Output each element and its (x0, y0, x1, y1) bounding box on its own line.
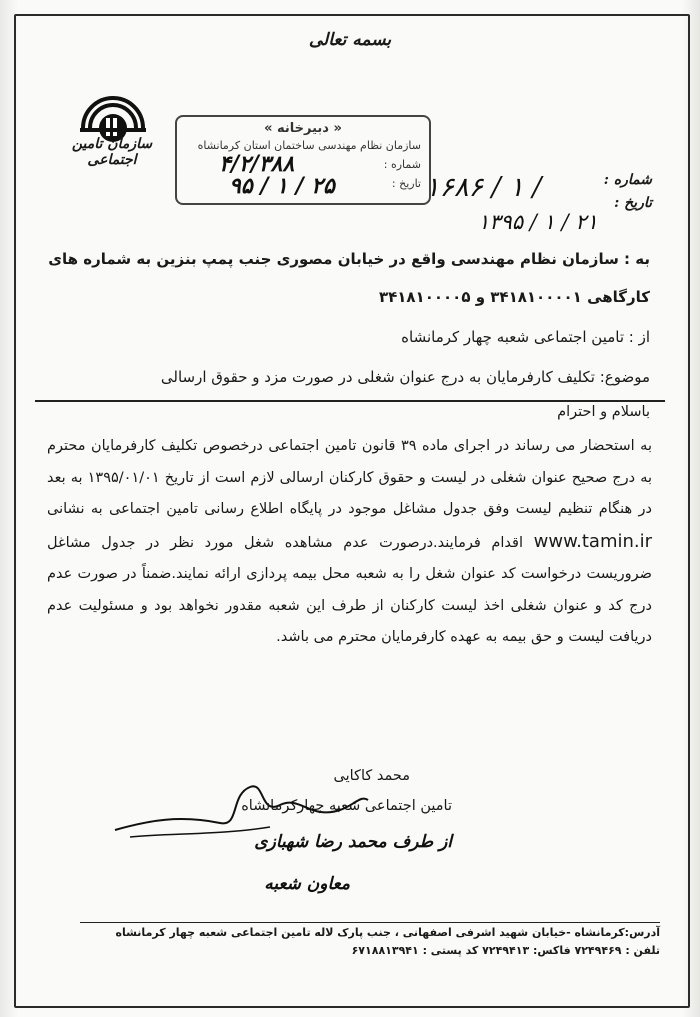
letter-body (47, 431, 652, 654)
body-text-part-2: اقدام فرمایند.درصورت عدم مشاهده شغل مورد نظر در جدول مشاغل ضروریست درخواست کد عنوان شغل را به شعبه محل بیمه پردازی ارائه نمایند.ضمناً در صورت عدم درج کد و عنوان شغلی اخذ لیست کارکنان از طرف این شعبه مقدور نخواهد بود و مسئولیت عدم دریافت لیست و حق بیمه به عهده کارفرمایان محترم می باشد. (47, 534, 652, 645)
subject-line: موضوع: تکلیف کارفرمایان به درج عنوان شغلی در صورت مزد و حقوق ارسالی (160, 368, 650, 386)
footer-address: آدرس:کرمانشاه -خیابان شهید اشرفی اصفهانی ، جنب پارک لاله تامین اجتماعی شعبه چهار کرمانشاه (115, 926, 660, 939)
stamp-date-value: ۹۵ / ۱ / ۲۵ (229, 173, 335, 199)
stamp-title: « دبیرخانه » (264, 121, 342, 136)
footer-divider (80, 922, 660, 923)
recipient-line-2: کارگاهی ۳۴۱۸۱۰۰۰۰۱ و ۳۴۱۸۱۰۰۰۰۵ (378, 288, 650, 306)
secretariat-stamp (175, 115, 431, 205)
recipient-line-1: به : سازمان نظام مهندسی واقع در خیابان مصوری جنب پمپ بنزین به شماره های (48, 250, 650, 268)
signatory-title: تامین اجتماعی شعبه چهارکرمانشاه (241, 798, 452, 814)
tamin-website-link[interactable]: www.tamin.ir (533, 530, 653, 552)
stamp-organization: سازمان نظام مهندسی ساختمان استان کرمانشاه (197, 139, 421, 152)
organization-name: سازمان تامین اجتماعی (71, 136, 153, 168)
basmala-heading: بسمه تعالی (308, 30, 392, 50)
signatory-name: محمد کاکایی (333, 768, 410, 784)
stamp-number-label: شماره : (383, 158, 421, 171)
letter-date-label: تاریخ : (614, 195, 652, 211)
stamp-date-label: تاریخ : (391, 177, 421, 190)
sender-line: از : تامین اجتماعی شعبه چهار کرمانشاه (401, 328, 650, 346)
header-divider (35, 400, 665, 402)
stamp-number-value: ۴/۲/۳۸۸ (219, 151, 295, 177)
letter-date-value: ۱۳۹۵ / ۱ / ۲۱ (478, 210, 598, 234)
footer-contact: تلفن : ۷۲۴۹۴۶۹ فاکس: ۷۲۴۹۴۱۳ کد پستی : ۶۷۱۸۸۱۳۹۴۱ (351, 944, 660, 957)
letter-number-label: شماره : (603, 172, 652, 188)
greeting: باسلام و احترام (557, 404, 650, 420)
on-behalf-handwritten: از طرف محمد رضا شهبازی (254, 832, 452, 852)
deputy-handwritten: معاون شعبه (264, 874, 350, 894)
letter-number-value: ۱۶۸۶ / ۱ / (425, 172, 542, 203)
body-text-part-1: به استحضار می رساند در اجرای ماده ۳۹ قانون تامین اجتماعی درخصوص تکلیف کارفرمایان محترم به درج صحیح عنوان شغلی در لیست و حقوق کارکنان ارسالی لازم است از تاریخ ۱۳۹۵/۰۱/۰۱ به بعد در هنگام تنظیم لیست وفق جدول مشاغل موجود در پایگاه اطلاع رسانی تامین اجتماعی به نشانی (47, 438, 653, 517)
